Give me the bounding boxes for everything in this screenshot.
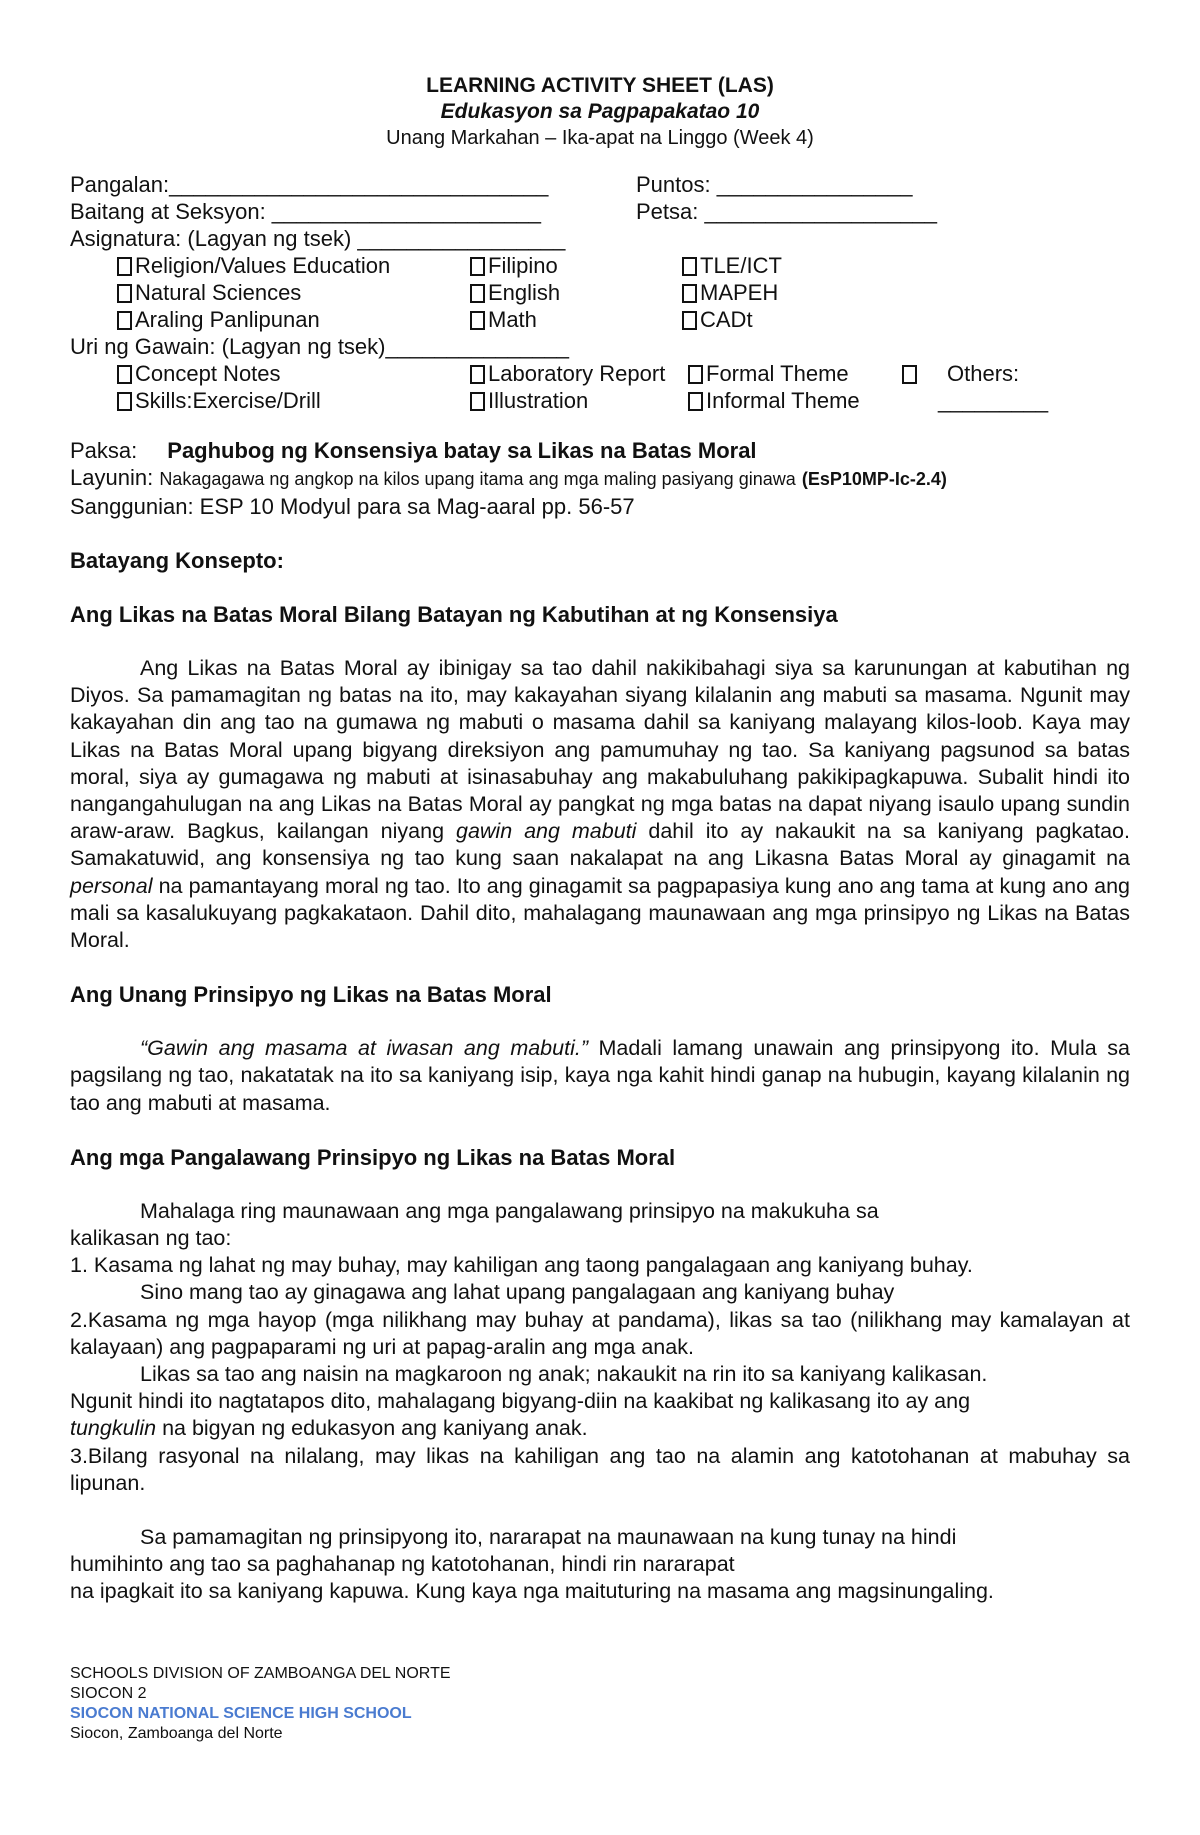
layunin-line: Layunin: Nakagagawa ng angkop na kilos upang itama ang mga maling pasiyang ginawa (EsP10MP-Ic-2.4) [70,465,947,490]
document-page [70,70,1130,1606]
checkbox-icon [117,311,132,330]
others-blank[interactable]: _________ [938,388,1049,413]
subject-row-3 [70,307,1130,334]
paksa-line: Paksa: Paghubog ng Konsensiya batay sa Likas na Batas Moral [70,438,757,463]
sanggunian-line: Sanggunian: ESP 10 Modyul para sa Mag-aaral pp. 56-57 [70,494,635,519]
checkbox-icon [682,284,697,303]
paragraph-3: Mahalaga ring maunawaan ang mga pangalawang prinsipyo na makukuha sa kalikasan ng tao: 1. Kasama ng lahat ng may buhay, may kahiligan ang taong pangalagaan ang kaniyang buhay. Sino mang tao ay ginagawa ang lahat upang pangalagaan ang kaniyang buhay 2.Kasama ng mga hayop (mga nilikhang may buhay at pandama), likas sa tao (nilikhang may kamalayan at kalayaan) ang pagpaparami ng uri at papag-aralin ang mga anak. Likas sa tao ang naisin na magkaroon ng anak; nakaukit na rin ito sa kaniyang kalikasan. Ngunit hindi ito nagtatapos dito, mahalagang bigyang-diin na kaakibat ng kalikasang ito ay ang tungkulin na bigyan ng edukasyon ang kaniyang anak. 3.Bilang rasyonal na nilalang, may likas na kahiligan ang tao na alamin ang katotohanan at mabuhay sa lipunan. [70,1198,1130,1497]
checkbox-icon [117,365,132,384]
subject-checkbox[interactable]: MAPEH [682,280,778,306]
checkbox-icon [470,365,485,384]
checkbox-icon [688,392,703,411]
checkbox-icon [688,365,703,384]
subject-row-1 [70,253,1130,280]
checkbox-icon [470,284,485,303]
subject-checkbox[interactable]: Filipino [470,253,558,279]
checkbox-icon [902,365,917,384]
subject-checkbox[interactable]: Religion/Values Education [117,253,390,279]
footer [70,1664,451,1744]
checkbox-icon [470,311,485,330]
checkbox-icon [117,284,132,303]
subject-checkbox[interactable]: Natural Sciences [117,280,301,306]
paragraph-4: Sa pamamagitan ng prinsipyong ito, nararapat na maunawaan na kung tunay na hindi humihinto ang tao sa paghahanap ng katotohanan, hindi rin nararapat na ipagkait ito sa kaniyang kapuwa. Kung kaya nga maituturing na masama ang magsinungaling. [70,1525,994,1604]
uri-label: Uri ng Gawain: (Lagyan ng tsek)_______________ [70,334,570,359]
asignatura-label: Asignatura: (Lagyan ng tsek) _________________ [70,226,566,251]
school-address: Siocon, Zamboanga del Norte [70,1725,283,1742]
section-heading-3: Ang mga Pangalawang Prinsipyo ng Likas na Batas Moral [70,1144,676,1170]
objective: Nakagagawa ng angkop na kilos upang itama ang mga maling pasiyang ginawa [159,469,796,489]
subject-checkbox[interactable]: TLE/ICT [682,253,782,279]
activity-row-2 [70,388,1130,415]
header [70,74,1130,150]
puntos-field[interactable]: Puntos: ________________ [636,172,913,197]
topic: Paghubog ng Konsensiya batay sa Likas na Batas Moral [167,438,757,463]
form-row-name [70,172,1130,199]
sheet-title: LEARNING ACTIVITY SHEET (LAS) [426,74,774,97]
school-name: SIOCON NATIONAL SCIENCE HIGH SCHOOL [70,1705,412,1722]
subject-checkbox[interactable]: Araling Panlipunan [117,307,320,333]
subject-row-2 [70,280,1130,307]
checkbox-icon [117,392,132,411]
section-heading-1: Ang Likas na Batas Moral Bilang Batayan ng Kabutihan at ng Konsensiya [70,602,838,627]
petsa-field[interactable]: Petsa: ___________________ [636,199,937,224]
checkbox-icon [117,257,132,276]
paragraph-1: Ang Likas na Batas Moral ay ibinigay sa tao dahil nakikibahagi siya sa karunungan at kabutihan ng Diyos. Sa pamamagitan ng batas na ito, may kakayahan siyang kilalanin ang mabuti sa masama. Ngunit may kakayahan din ang tao na gumawa ng mabuti o masama dahil sa kaniyang malayang kilos-loob. Kaya may Likas na Batas Moral upang bigyang direksiyon ang pamumuhay ng tao. Sa kaniyang pagsunod sa batas moral, siya ay gumagawa ng mabuti at isinasabuhay ang makabuluhang pakikipagkapuwa. Subalit hindi ito nangangahulugan na ang Likas na Batas Moral ay pangkat ng mga batas na dapat niyang isaulo upang sundin araw-araw. Bagkus, kailangan niyang gawin ang mabuti dahil ito ay nakaukit na sa kaniyang pagkatao. Samakatuwid, ang konsensiya ng tao kung saan nakalapat na ang Likasna Batas Moral ay ginagamit na personal na pamantayang moral ng tao. Ito ang ginagamit sa pagpapasiya kung ano ang tama at kung ano ang mali sa kasalukuyang pagkakataon. Dahil dito, mahalagang maunawaan ang mga prinsipyo ng Likas na Batas Moral. [70,656,1130,953]
others-checkbox[interactable] [902,361,920,387]
division-label: SCHOOLS DIVISION OF ZAMBOANGA DEL NORTE [70,1665,451,1682]
pangalan-field[interactable]: Pangalan:_______________________________ [70,172,549,197]
form-row-section [70,199,1130,226]
activity-checkbox[interactable]: Illustration [470,388,588,414]
checkbox-icon [682,311,697,330]
paragraph-2: “Gawin ang masama at iwasan ang mabuti.” Madali lamang unawain ang prinsipyong ito. Mula sa pagsilang ng tao, nakatatak na ito sa kaniyang isip, kaya nga kahit hindi ganap na hubugin, kayang kilalanin ng tao ang mabuti at masama. [70,1036,1130,1115]
checkbox-icon [470,257,485,276]
others-label: Others: [947,361,1020,386]
checkbox-icon [470,392,485,411]
list-item: 1. Kasama ng lahat ng may buhay, may kahiligan ang taong pangalagaan ang kaniyang buhay. [70,1253,973,1278]
section-heading-2: Ang Unang Prinsipyo ng Likas na Batas Moral [70,982,552,1008]
list-item: 3.Bilang rasyonal na nilalang, may likas na kahiligan ang tao na alamin ang katotohanan at mabuhay sa lipunan. [70,1443,1130,1495]
activity-checkbox[interactable]: Concept Notes [117,361,281,387]
activity-checkbox[interactable]: Formal Theme [688,361,849,387]
subject-checkbox[interactable]: Math [470,307,537,333]
activity-row-1 [70,361,1130,388]
activity-checkbox[interactable]: Skills:Exercise/Drill [117,388,321,414]
batayang-heading: Batayang Konsepto: [70,548,284,573]
period-label: Unang Markahan – Ika-apat na Linggo (Week 4) [386,127,814,149]
competency-code: (EsP10MP-Ic-2.4) [801,469,947,489]
subject-title: Edukasyon sa Pagpapakatao 10 [440,100,760,123]
checkbox-icon [682,257,697,276]
activity-checkbox[interactable]: Informal Theme [688,388,860,414]
subject-checkbox[interactable]: English [470,280,560,306]
activity-checkbox[interactable]: Laboratory Report [470,361,665,387]
list-item: 2.Kasama ng mga hayop (mga nilikhang may buhay at pandama), likas sa tao (nilikhang may kamalayan at kalayaan) ang pagpaparami ng uri at papag-aralin ang mga anak. [70,1307,1130,1359]
district-label: SIOCON 2 [70,1685,147,1702]
baitang-field[interactable]: Baitang at Seksyon: ______________________ [70,199,541,224]
subject-checkbox[interactable]: CADt [682,307,753,333]
